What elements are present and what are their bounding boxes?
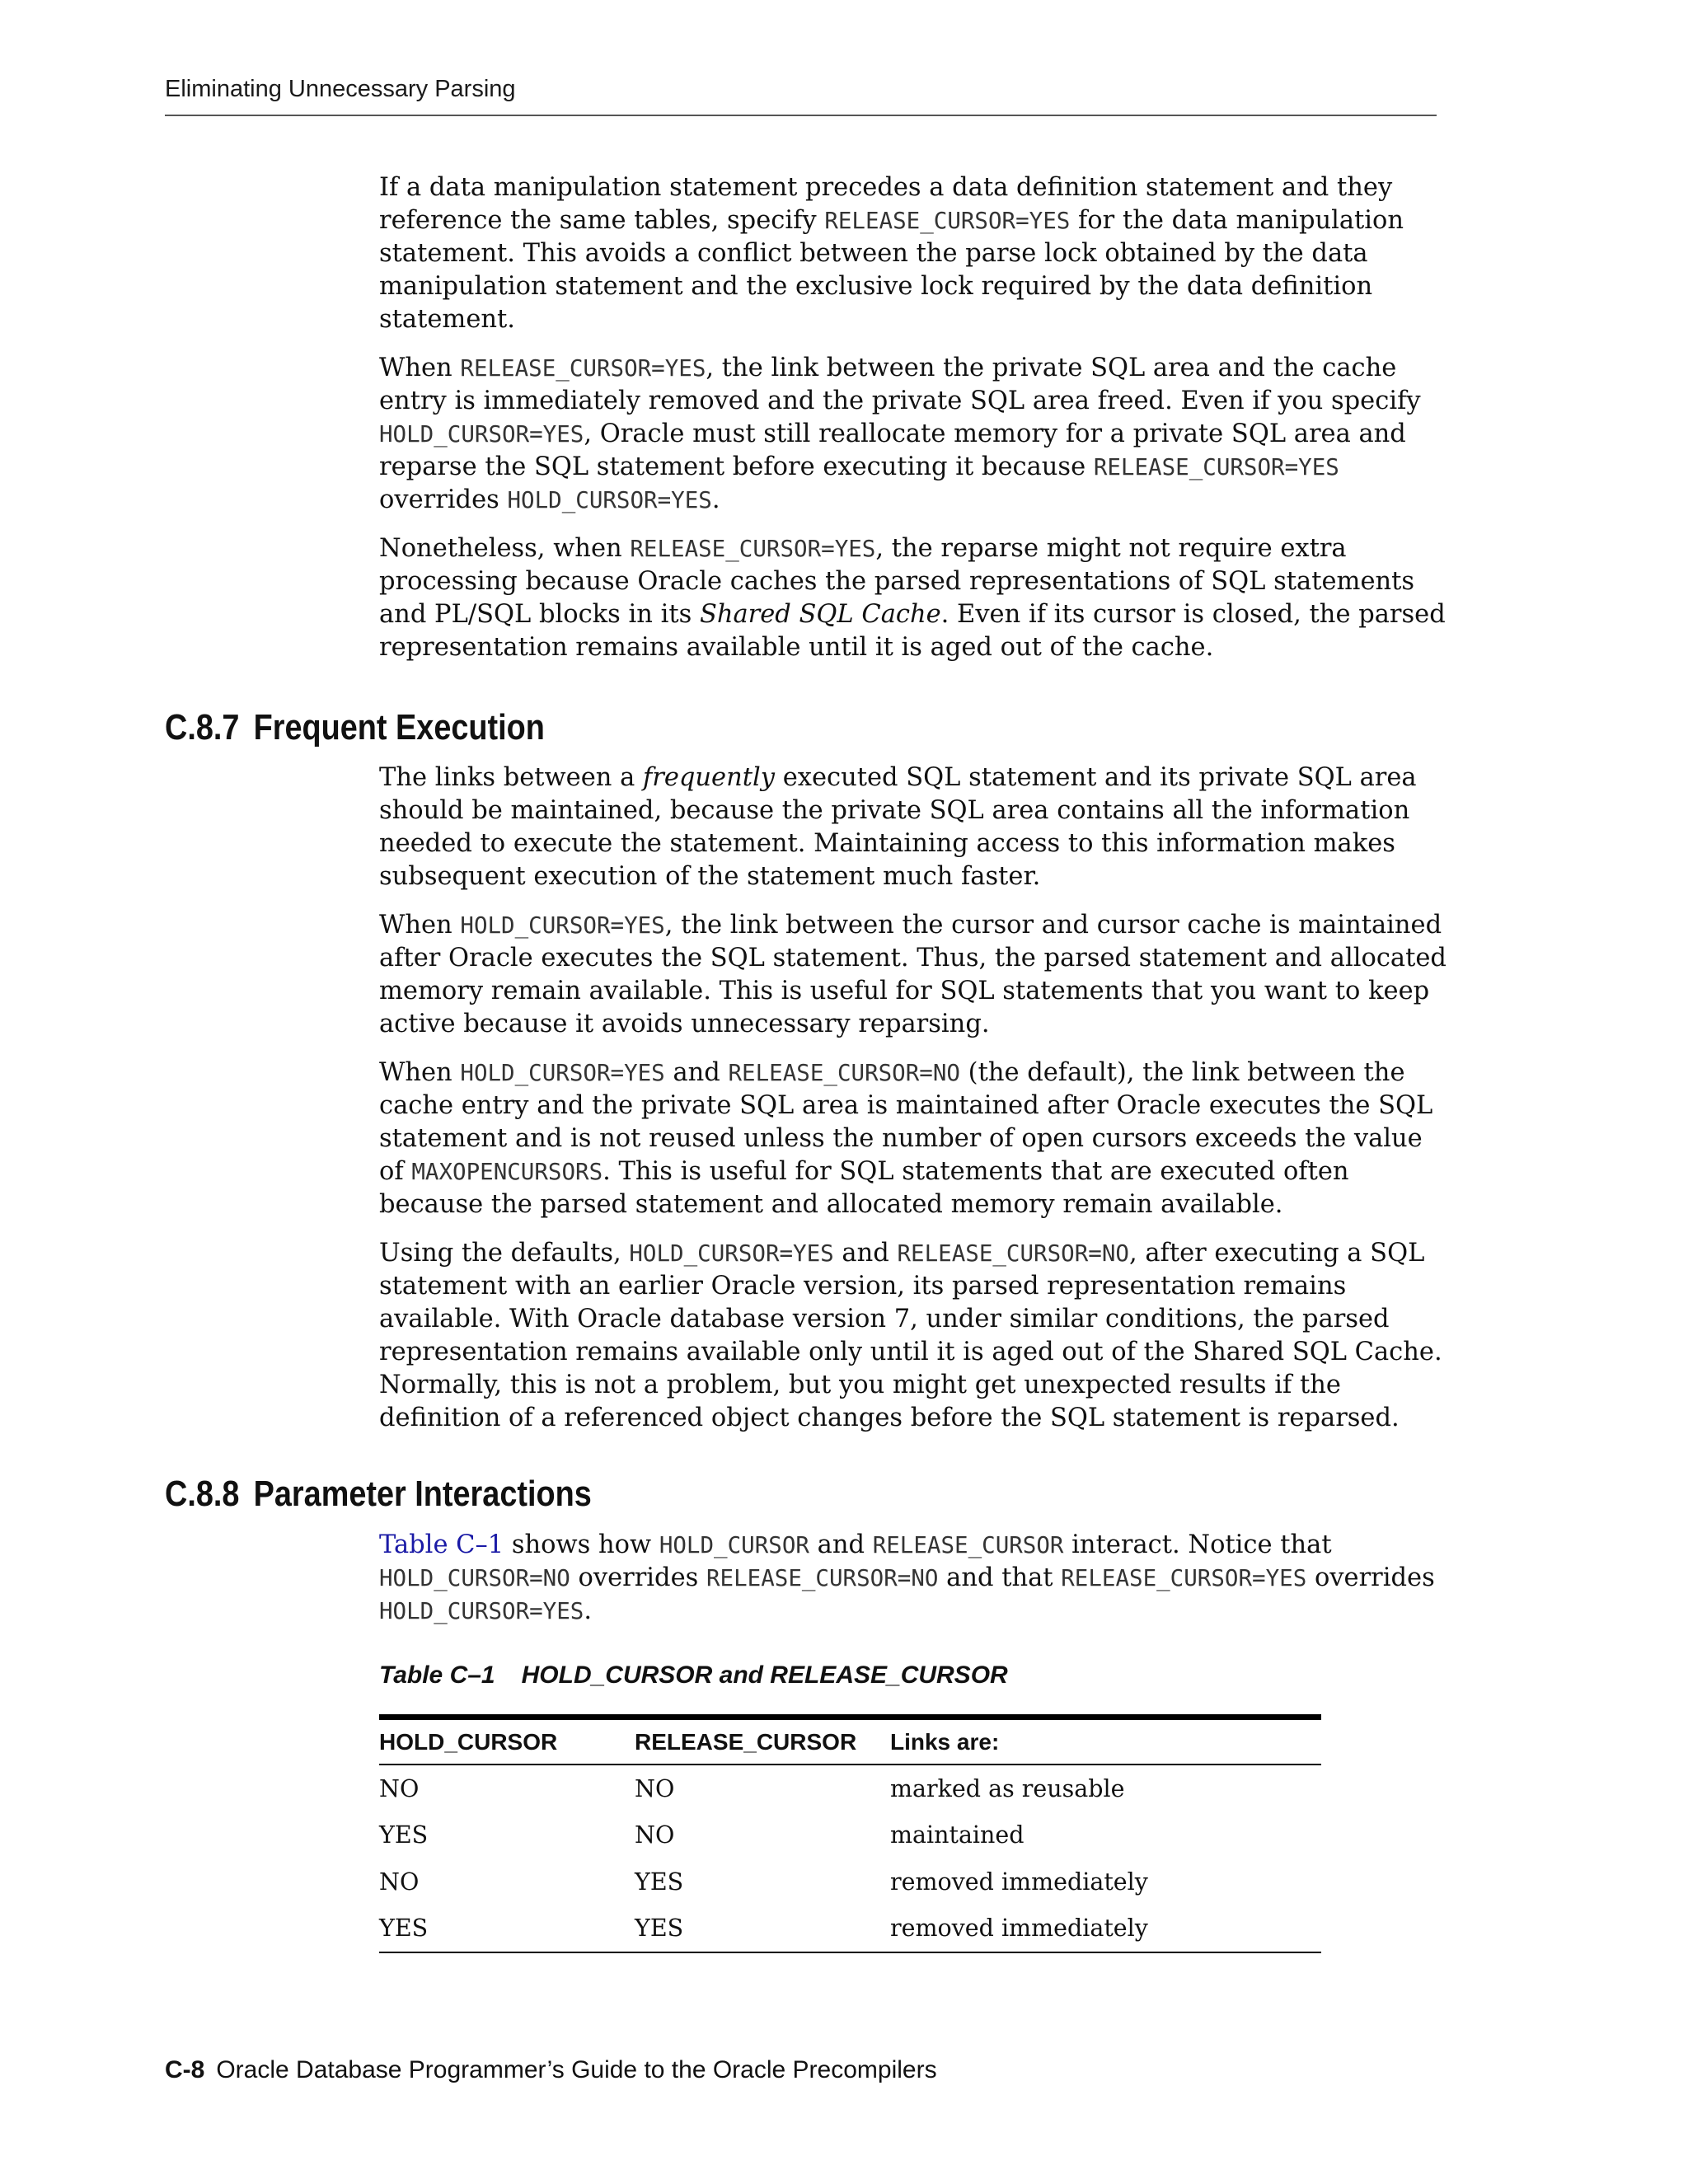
code-term: RELEASE_CURSOR=NO xyxy=(706,1565,939,1591)
page-number: C-8 xyxy=(165,2056,205,2083)
frequent-execution-paragraph-1: The links between a frequently executed SQL statement and its private SQL area should be maintained, because the private SQL area contains all the information needed to execute the statement. Maintaining access to this information makes subsequent execution of the statement much faster. xyxy=(379,763,1417,891)
code-term: RELEASE_CURSOR=YES xyxy=(1061,1565,1307,1591)
table-title: HOLD_CURSOR and RELEASE_CURSOR xyxy=(521,1661,1008,1689)
table-cell: YES xyxy=(379,1821,429,1849)
hold-release-cursor-table xyxy=(379,1714,1321,1953)
section-heading-frequent-execution xyxy=(165,707,545,748)
code-term: HOLD_CURSOR=YES xyxy=(460,1060,665,1086)
table-cell: YES xyxy=(635,1868,684,1896)
code-term: RELEASE_CURSOR=YES xyxy=(1093,454,1339,480)
book-title: Oracle Database Programmer’s Guide to the Oracle Precompilers xyxy=(216,2056,937,2083)
emphasis-term: frequently xyxy=(642,763,775,792)
table-row xyxy=(379,1858,1321,1905)
section-number: C.8.8 xyxy=(165,1474,240,1514)
section-title: Parameter Interactions xyxy=(253,1474,592,1514)
code-term: RELEASE_CURSOR=NO xyxy=(728,1060,960,1086)
emphasis-term: Shared SQL Cache xyxy=(699,600,941,629)
table-cell: YES xyxy=(379,1915,429,1943)
parameter-interactions-paragraph: Table C–1 shows how HOLD_CURSOR and RELEASE_CURSOR interact. Notice that HOLD_CURSOR=NO overrides RELEASE_CURSOR=NO and that RELEASE_CURSOR=YES overrides HOLD_CURSOR=YES. xyxy=(379,1530,1435,1625)
section-number: C.8.7 xyxy=(165,707,240,748)
table-caption xyxy=(379,1661,1008,1690)
table-cell: NO xyxy=(635,1821,675,1849)
code-term: RELEASE_CURSOR xyxy=(872,1532,1064,1558)
table-cell: NO xyxy=(379,1774,420,1802)
running-head: Eliminating Unnecessary Parsing xyxy=(165,76,516,102)
column-header-links: Links are: xyxy=(890,1728,1000,1755)
frequent-execution-paragraph-4: Using the defaults, HOLD_CURSOR=YES and RELEASE_CURSOR=NO, after executing a SQL statement with an earlier Oracle version, its parsed representation remains available. With Oracle database version 7, under similar conditions, the parsed representation remains available only until it is aged out of the Shared SQL Cache. Normally, this is not a problem, but you might get unexpected results if the definition of a referenced object changes before the SQL statement is reparsed. xyxy=(379,1239,1442,1432)
table-cell: maintained xyxy=(890,1821,1025,1849)
code-term: HOLD_CURSOR=YES xyxy=(379,1598,584,1624)
table-row xyxy=(379,1765,1321,1812)
intro-paragraph-1: If a data manipulation statement precedes a data definition statement and they reference the same tables, specify RELEASE_CURSOR=YES for the data manipulation statement. This avoids a conflict between the parse lock obtained by the data manipulation statement and the exclusive lock required by the data definition statement. xyxy=(379,173,1404,334)
table-number: Table C–1 xyxy=(379,1661,495,1689)
code-term: HOLD_CURSOR=YES xyxy=(379,421,584,448)
table-reference-link[interactable]: Table C–1 xyxy=(379,1530,504,1559)
page-footer xyxy=(165,2056,937,2084)
code-term: HOLD_CURSOR=NO xyxy=(379,1565,570,1591)
table-cell: NO xyxy=(635,1774,675,1802)
table-cell: marked as reusable xyxy=(890,1774,1125,1802)
frequent-execution-paragraph-2: When HOLD_CURSOR=YES, the link between the cursor and cursor cache is maintained after Oracle executes the SQL statement. Thus, the parsed statement and allocated memory remain available. This is useful for SQL statements that you want to keep active because it avoids unnecessary reparsing. xyxy=(379,911,1447,1038)
code-term: HOLD_CURSOR xyxy=(659,1532,809,1558)
code-term: HOLD_CURSOR=YES xyxy=(629,1240,834,1267)
code-term: RELEASE_CURSOR=NO xyxy=(897,1240,1129,1267)
code-term: RELEASE_CURSOR=YES xyxy=(630,536,876,562)
table-cell: YES xyxy=(635,1915,684,1943)
table-row xyxy=(379,1812,1321,1859)
table-cell: removed immediately xyxy=(890,1868,1148,1896)
column-header-release-cursor: RELEASE_CURSOR xyxy=(635,1728,857,1755)
intro-paragraph-2: When RELEASE_CURSOR=YES, the link between the private SQL area and the cache entry is immediately removed and the private SQL area freed. Even if you specify HOLD_CURSOR=YES, Oracle must still reallocate memory for a private SQL area and reparse the SQL statement before executing it because RELEASE_CURSOR=YES overrides HOLD_CURSOR=YES. xyxy=(379,354,1421,514)
table-header-row xyxy=(379,1718,1321,1765)
table-cell: NO xyxy=(379,1868,420,1896)
code-term: HOLD_CURSOR=YES xyxy=(460,912,665,939)
code-term: RELEASE_CURSOR=YES xyxy=(460,355,706,382)
intro-paragraph-3: Nonetheless, when RELEASE_CURSOR=YES, the reparse might not require extra processing because Oracle caches the parsed representations of SQL statements and PL/SQL blocks in its Shared SQL Cache. Even if its cursor is closed, the parsed representation remains available until it is aged out of the cache. xyxy=(379,534,1446,662)
code-term: HOLD_CURSOR=YES xyxy=(507,487,712,513)
code-term: MAXOPENCURSORS xyxy=(411,1159,603,1185)
table-row xyxy=(379,1905,1321,1953)
column-header-hold-cursor: HOLD_CURSOR xyxy=(379,1728,558,1755)
code-term: RELEASE_CURSOR=YES xyxy=(824,208,1071,234)
section-heading-parameter-interactions xyxy=(165,1474,592,1515)
table-cell: removed immediately xyxy=(890,1915,1148,1943)
section-title: Frequent Execution xyxy=(253,707,545,748)
frequent-execution-paragraph-3: When HOLD_CURSOR=YES and RELEASE_CURSOR=NO (the default), the link between the cache entry and the private SQL area is maintained after Oracle executes the SQL statement and is not reused unless the number of open cursors exceeds the value of MAXOPENCURSORS. This is useful for SQL statements that are executed often because the parsed statement and allocated memory remain available. xyxy=(379,1058,1433,1219)
header-rule xyxy=(165,115,1437,116)
